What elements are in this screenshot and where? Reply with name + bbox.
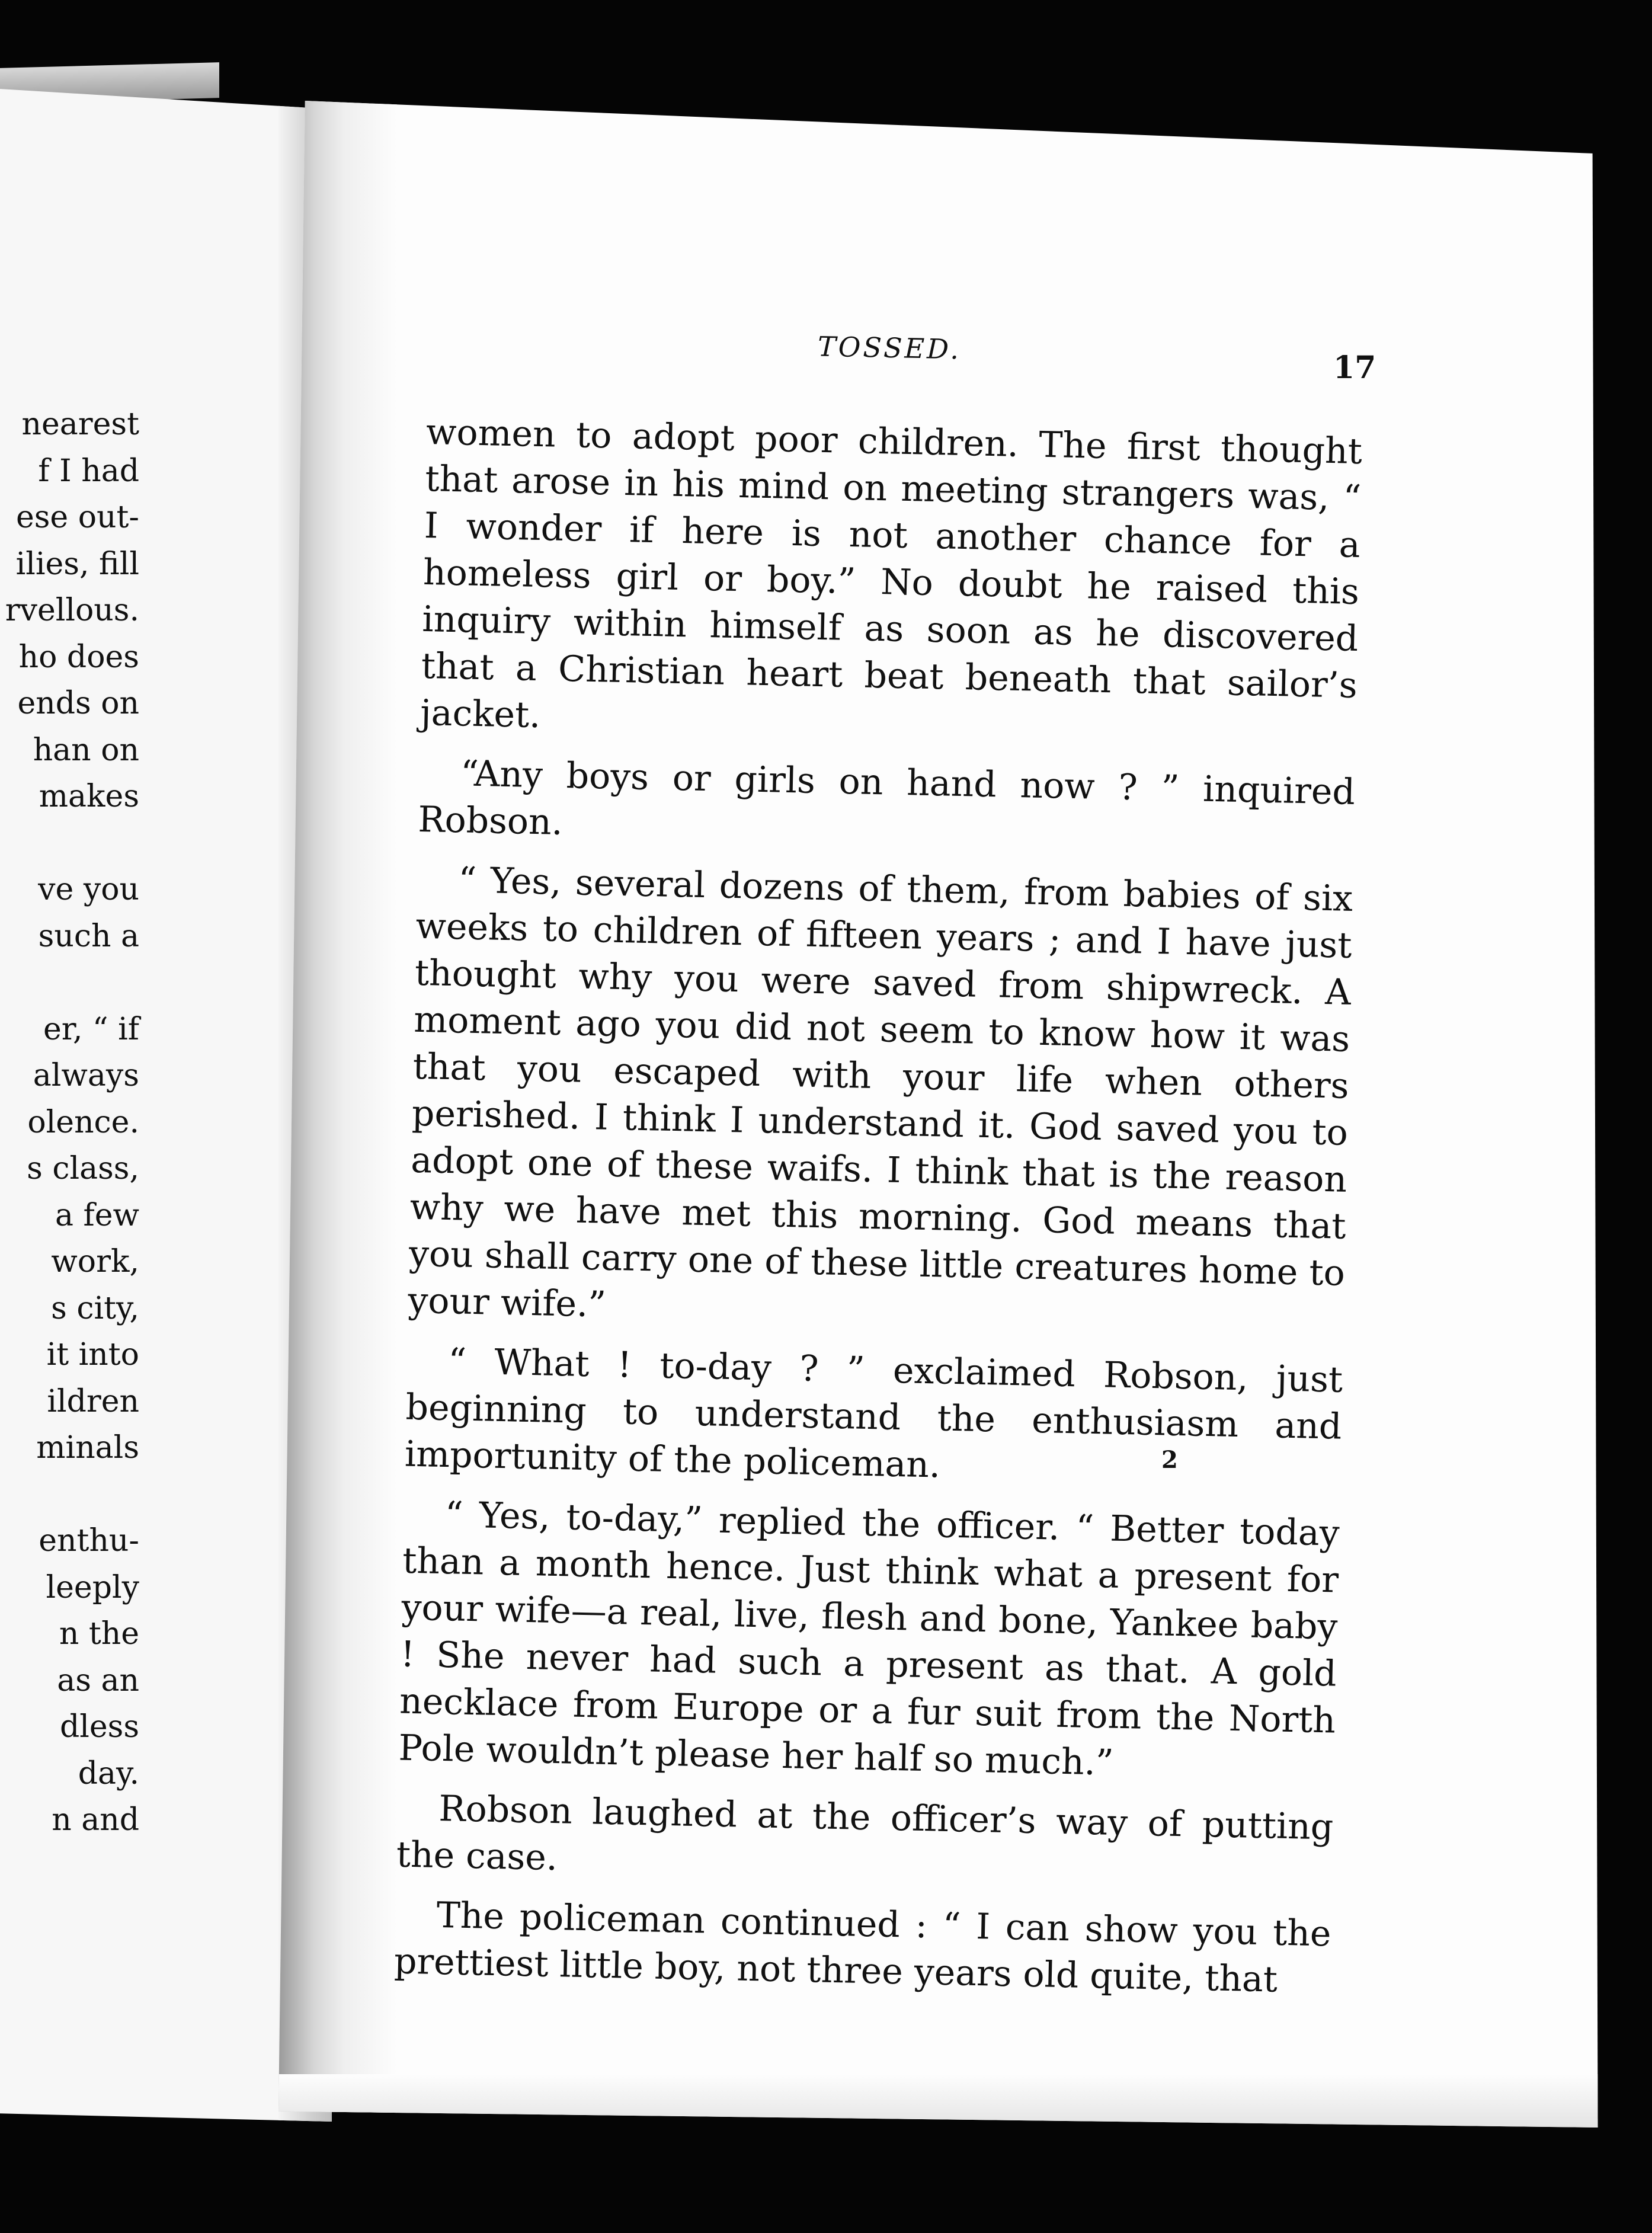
paragraph: “ Yes, to-day,” replied the officer. “ Better today than a month hence. Just think what a present for your wife—a real, live, flesh and bone, Yankee baby ! She never had such a present as that. A gold necklace from Europe or a fur suit from the North Pole wouldn’t please her half so much.” [398, 1494, 1340, 1784]
left-page-line: ends on [17, 686, 139, 721]
left-page-line: leeply [46, 1569, 139, 1605]
left-page-line: er, “ if [43, 1011, 139, 1047]
left-page-line: olence. [27, 1104, 139, 1140]
paragraph: “ Yes, several dozens of them, from babies of six weeks to children of fifteen years ; and I have just thought why you were saved from shipwreck. A moment ago you did not seem to know how it was that you escaped with your life when others perished. I think I understand it. God saved you to adopt one of these waifs. I think that is the reason why we have met this morning. God means that you shall carry one of these little creatures home to your wife.” [407, 859, 1353, 1326]
left-page-line: n the [59, 1616, 139, 1652]
left-page-line: a few [55, 1197, 139, 1233]
left-page-line: minals [36, 1430, 139, 1466]
left-page-line: s class, [27, 1151, 139, 1186]
paragraph: “ What ! to-day ? ” exclaimed Robson, just beginning to understand the enthusiasm and importunity of the policeman. [404, 1341, 1343, 1486]
page-number: 17 [1333, 350, 1376, 386]
running-head: TOSSED. [817, 330, 962, 366]
paragraph: The policeman continued : “ I can show you the prettiest little boy, not three years old quite, that [393, 1894, 1332, 2001]
paragraph: Robson laughed at the officer’s way of putting the case. [396, 1787, 1334, 1879]
left-page-line: ildren [47, 1383, 139, 1419]
left-page-line: f I had [38, 453, 139, 489]
left-page-line: makes [39, 779, 139, 814]
left-page-line: ve you [38, 872, 139, 907]
left-page-line: ese out- [15, 500, 139, 535]
left-page-line: rvellous. [5, 593, 139, 628]
left-page-line: han on [33, 732, 139, 768]
left-page-line: enthu- [39, 1523, 139, 1559]
body-text [393, 409, 1363, 2018]
paragraph: women to adopt poor children. The first thought that arose in his mind on meeting strangers was, “ I wonder if here is not another chance for a homeless girl or boy.” No doubt he raised this inquiry within himself as soon as he discovered that a Christian heart beat beneath that sailor’s jacket. [420, 411, 1363, 737]
left-page-line: ho does [18, 639, 139, 675]
left-page-line: such a [38, 918, 139, 954]
left-page-line: work, [51, 1244, 139, 1279]
left-page-line: nearest [21, 407, 139, 442]
left-page-line: ilies, fill [15, 546, 139, 582]
left-page-line: always [33, 1058, 139, 1093]
paragraph: “Any boys or girls on hand now ? ” inquired Robson. [417, 753, 1356, 843]
left-page-line: day. [78, 1755, 139, 1791]
left-page-line: as an [57, 1662, 139, 1698]
left-page-line: n and [52, 1802, 139, 1838]
left-page-line: dless [59, 1709, 139, 1745]
signature-mark: 2 [1161, 1446, 1178, 1474]
left-page-line: it into [46, 1337, 139, 1373]
left-page-line: s city, [51, 1290, 139, 1326]
